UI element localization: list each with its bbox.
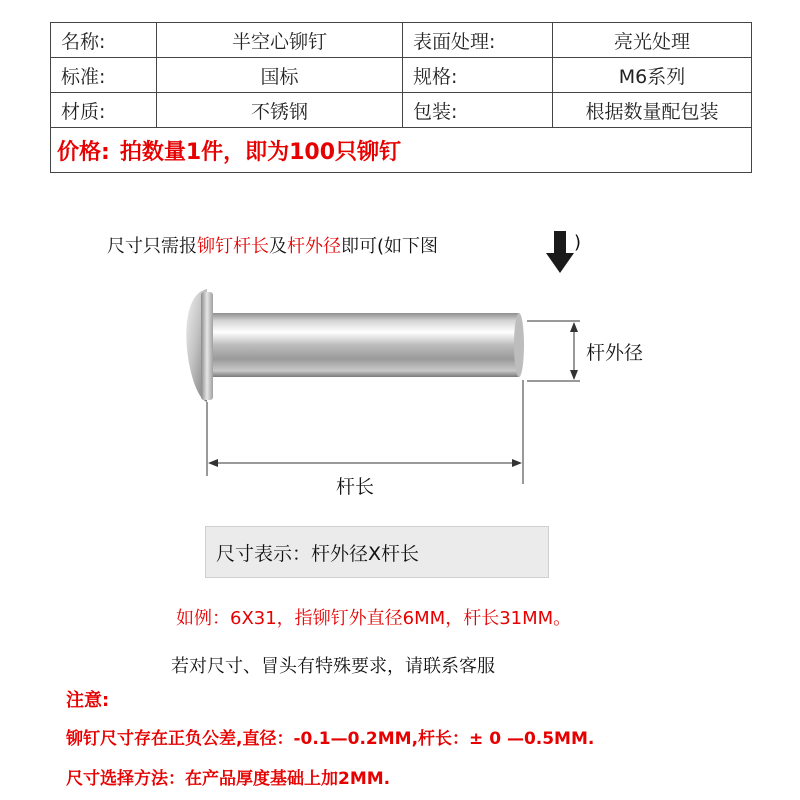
value-standard: 国标 <box>157 58 403 93</box>
size-formula: 尺寸表示：杆外径X杆长 <box>216 542 420 565</box>
label-standard: 标准: <box>51 58 157 93</box>
label-material: 材质: <box>51 93 157 128</box>
label-spec: 规格: <box>403 58 553 93</box>
instruction-text-2: 及 <box>269 236 287 257</box>
diameter-label: 杆外径 <box>586 342 644 364</box>
size-selection-note: 尺寸选择方法：在产品厚度基础上加2MM. <box>66 769 391 789</box>
custom-request-note: 若对尺寸、冒头有特殊要求，请联系客服 <box>171 656 495 677</box>
notes-title: 注意: <box>66 690 110 711</box>
instruction-text-3: 即可(如下图 <box>341 236 439 257</box>
value-packaging: 根据数量配包装 <box>553 93 752 128</box>
size-formula-box <box>205 526 549 578</box>
value-surface: 亮光处理 <box>553 23 752 58</box>
price-label: 价格: <box>57 139 110 165</box>
instruction-text-4: ) <box>574 232 582 253</box>
label-surface: 表面处理: <box>403 23 553 58</box>
label-name: 名称: <box>51 23 157 58</box>
tolerance-note: 铆钉尺寸存在正负公差,直径：-0.1—0.2MM,杆长：± 0 —0.5MM. <box>66 729 595 749</box>
rivet-shank <box>208 313 524 377</box>
length-label: 杆长 <box>336 476 375 498</box>
size-example: 如例：6X31，指铆钉外直径6MM，杆长31MM。 <box>176 608 572 629</box>
value-spec: M6系列 <box>553 58 752 93</box>
value-name: 半空心铆钉 <box>157 23 403 58</box>
diameter-dimension <box>527 321 580 381</box>
value-material: 不锈钢 <box>157 93 403 128</box>
instruction-highlight-length: 铆钉杆长 <box>197 236 269 257</box>
price-text: 拍数量1件，即为100只铆钉 <box>119 139 402 165</box>
label-packaging: 包装: <box>403 93 553 128</box>
rivet-head <box>186 289 213 402</box>
instruction-text-1: 尺寸只需报 <box>107 236 197 257</box>
instruction-highlight-diameter: 杆外径 <box>287 236 341 257</box>
length-dimension <box>207 380 523 484</box>
